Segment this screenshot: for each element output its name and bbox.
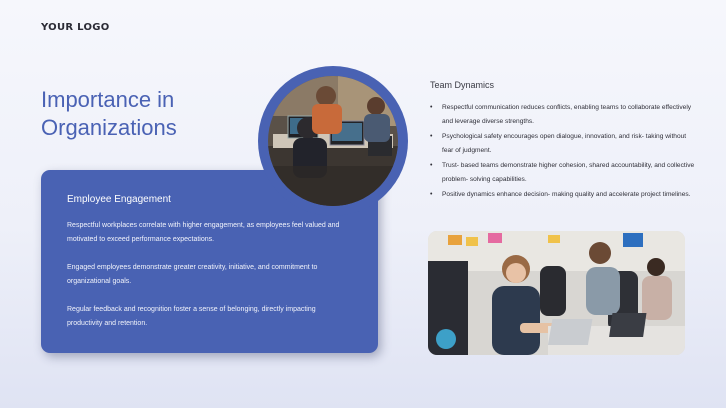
page-title xyxy=(41,86,241,142)
list-item xyxy=(430,159,695,187)
employee-engagement-heading: Employee Engagement xyxy=(67,194,171,205)
team-laptops-photo xyxy=(268,76,398,206)
bullet-icon: • xyxy=(430,104,433,111)
page-title-line-1: Importance in xyxy=(41,87,175,112)
bullet-text: Trust- based teams demonstrate higher cohesion, shared accountability, and collective problem- solving capabilities. xyxy=(442,162,695,183)
team-laptops-illustration xyxy=(268,76,398,206)
bullet-icon: • xyxy=(430,162,433,169)
engagement-paragraph-3: Regular feedback and recognition foster a sense of belonging, directly impacting productivity and retention. xyxy=(67,306,316,327)
team-dynamics-list xyxy=(430,101,695,203)
engagement-paragraph-1: Respectful workplaces correlate with higher engagement, as employees feel valued and motivated to exceed performance expectations. xyxy=(67,222,340,243)
bullet-text: Respectful communication reduces conflicts, enabling teams to collaborate effectively and leverage diverse strengths. xyxy=(442,104,692,125)
bullet-icon: • xyxy=(430,191,433,198)
list-item xyxy=(430,130,695,158)
logo: YOUR LOGO xyxy=(41,22,110,33)
list-item xyxy=(430,188,695,202)
team-dynamics-heading: Team Dynamics xyxy=(430,80,495,90)
engagement-paragraph-2: Engaged employees demonstrate greater creativity, initiative, and commitment to organizational goals. xyxy=(67,264,318,285)
bullet-text: Psychological safety encourages open dialogue, innovation, and risk- taking without fear of judgment. xyxy=(442,133,687,154)
bullet-icon: • xyxy=(430,133,433,140)
page-title-line-2: Organizations xyxy=(41,115,177,140)
bullet-text: Positive dynamics enhance decision- making quality and accelerate project timelines. xyxy=(442,191,691,198)
list-item xyxy=(430,101,695,129)
team-meeting-photo xyxy=(428,231,685,355)
team-meeting-illustration xyxy=(428,231,685,355)
